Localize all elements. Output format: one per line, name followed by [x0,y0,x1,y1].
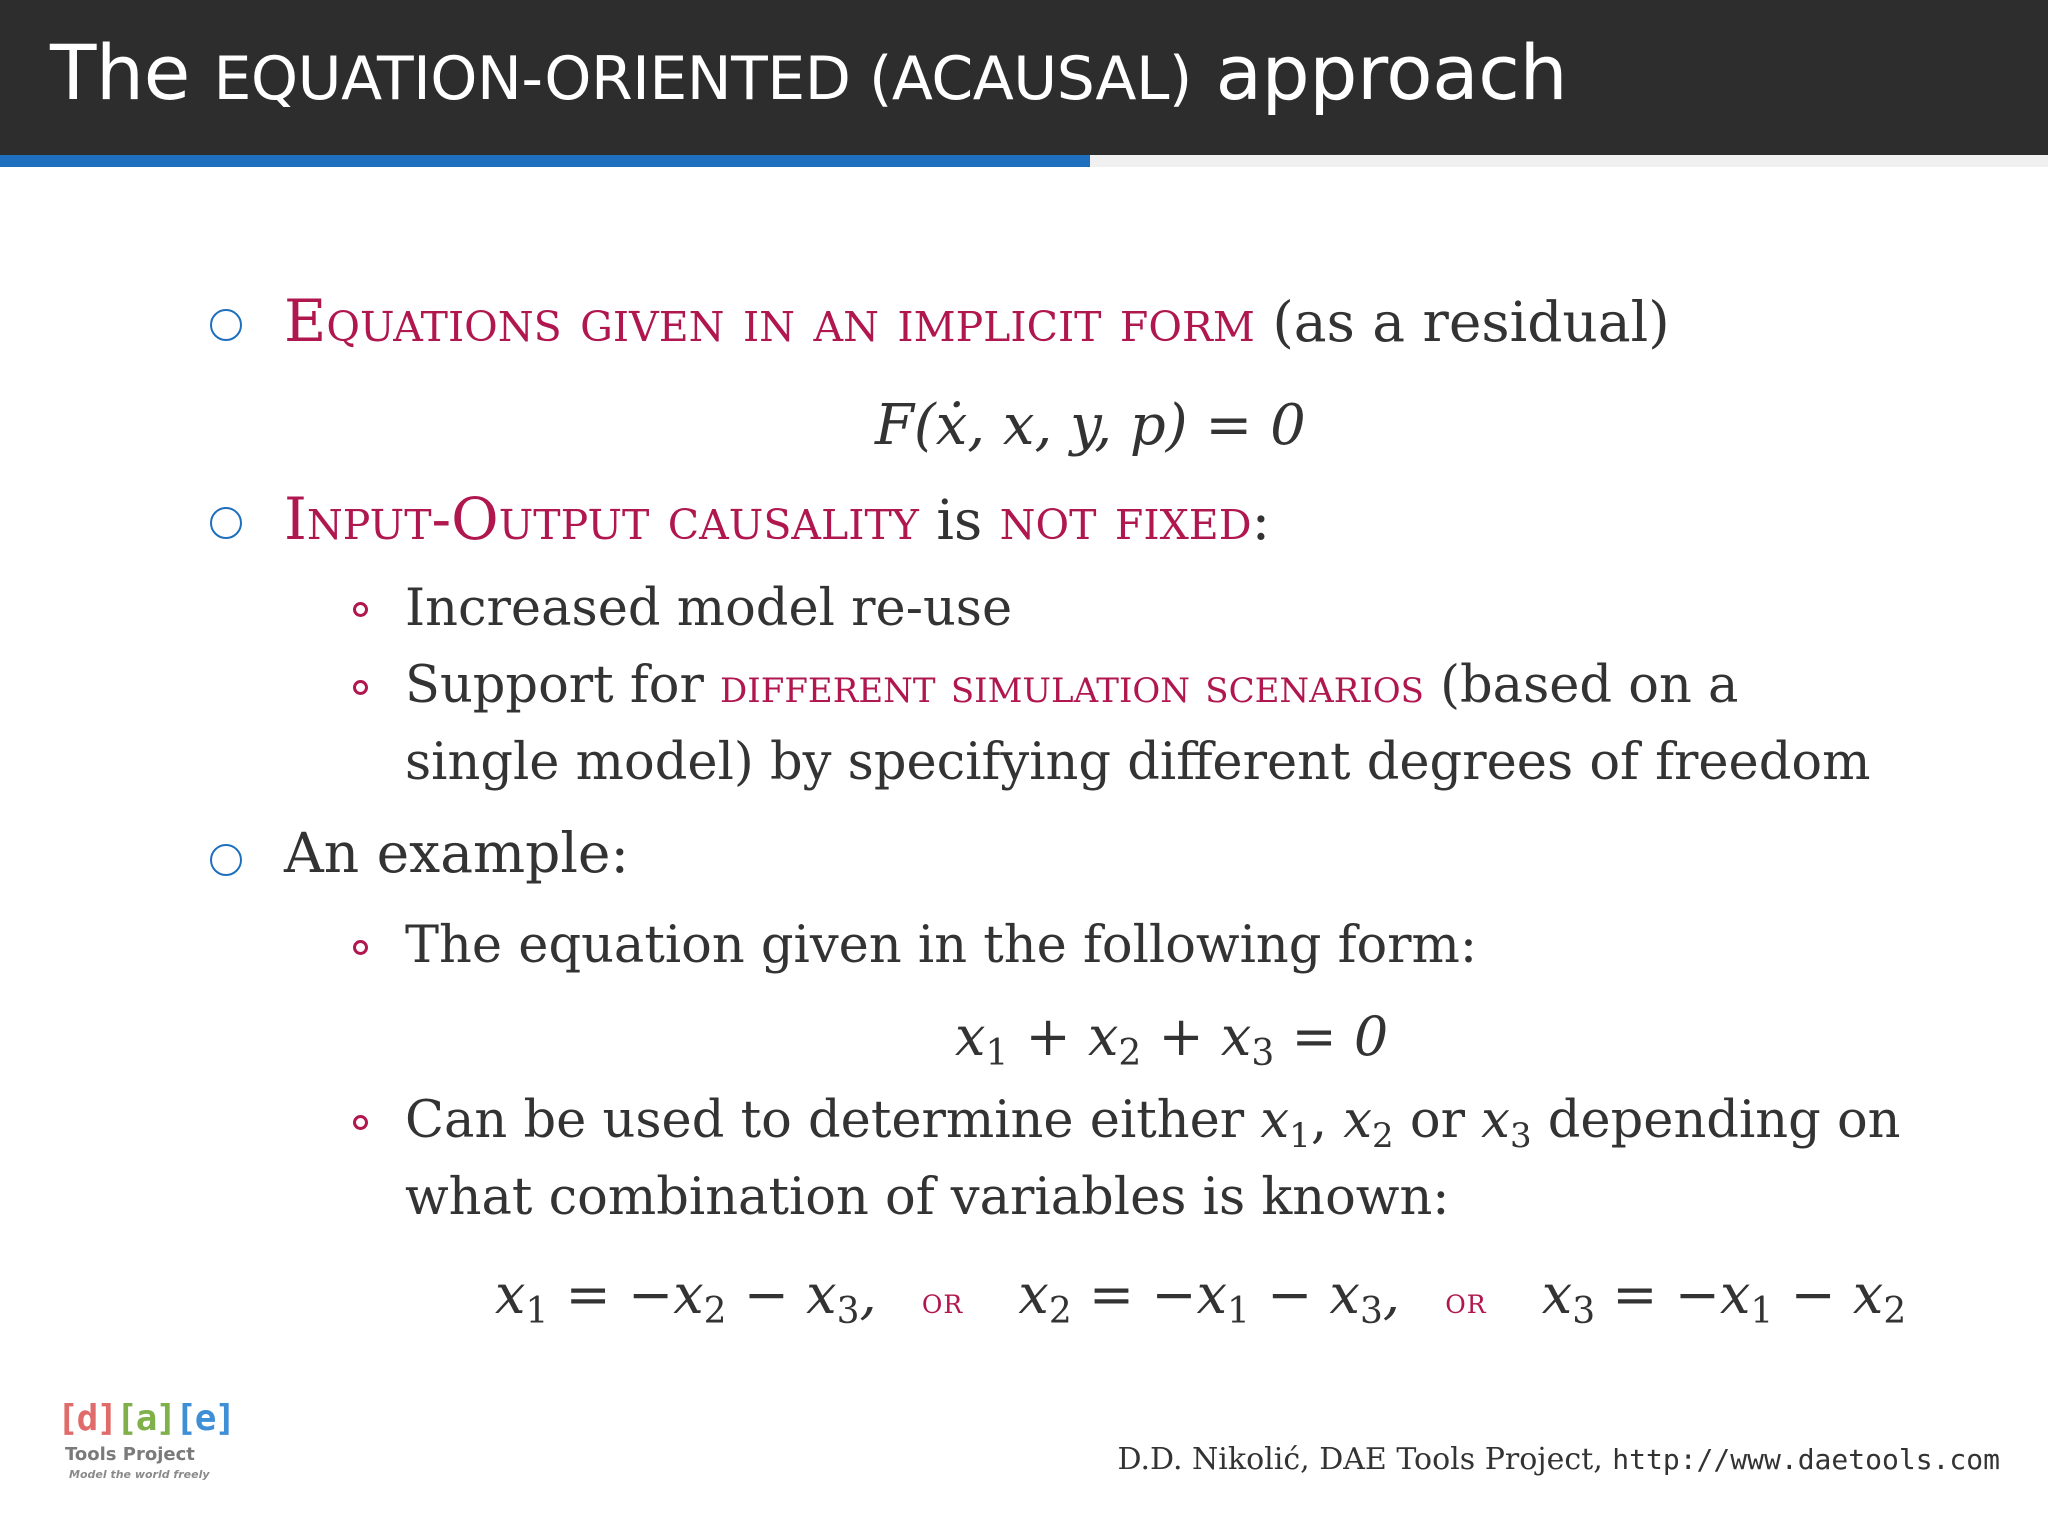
sub-bullet-reuse: Increased model re-use [405,579,1013,638]
bullet-circle-icon [210,507,242,539]
equation-residual: F(ẋ, x, y, p) = 0 [875,393,1306,458]
sub-bullet-equation-form: The equation given in the following form: [405,916,1478,975]
sub-bullet-determine: Can be used to determine either $x_1$, $x_2$ or $x_3$ depending on [405,1091,1901,1156]
sub-bullet-scenarios: Support for different simulation scenarios (based on a [405,656,1739,715]
title-bar [0,0,2048,155]
dae-tools-logo: [d][a][e] Tools Project Model the world freely [57,1398,235,1481]
highlight-text: Equations given in an implicit form [284,287,1255,355]
progress-track [0,155,2048,167]
bullet-example: An example: [284,821,630,885]
equation-sum: $x_1 + x_2 + x_3 = 0$ [955,1005,1389,1074]
footer-credit: D.D. Nikolić, DAE Tools Project, http://www.daetools.com [1117,1442,2000,1477]
solution-x1: $x_1 = -x_2 - x_3$, [495,1263,877,1332]
or-label: or [1445,1281,1487,1322]
title-smallcaps: EQUATION-ORIENTED (ACAUSAL) [213,44,1192,114]
progress-bar [0,155,1090,167]
sub-bullet-icon [353,602,368,617]
sub-bullet-icon [353,1115,368,1130]
bullet-circle-icon [210,309,242,341]
bullet-circle-icon [210,844,242,876]
solution-x2: $x_2 = -x_1 - x_3$, [1018,1263,1401,1332]
sub-bullet-scenarios-line2: single model) by specifying different degrees of freedom [405,733,1871,792]
equation-solutions [495,1263,1907,1332]
solution-x3: $x_3 = -x_1 - x_2$ [1541,1263,1907,1332]
sub-bullet-icon [353,940,368,955]
bullet-equations-implicit: Equations given in an implicit form (as a residual) [284,287,1670,355]
or-label: or [921,1281,964,1322]
sub-bullet-icon [353,680,368,695]
footer-url: http://www.daetools.com [1612,1443,2000,1476]
bullet-input-output-causality: Input-Output causality is not fixed: [284,485,1271,553]
page-title: The EQUATION-ORIENTED (ACAUSAL) approach [50,28,1568,117]
sub-bullet-determine-line2: what combination of variables is known: [405,1168,1450,1227]
